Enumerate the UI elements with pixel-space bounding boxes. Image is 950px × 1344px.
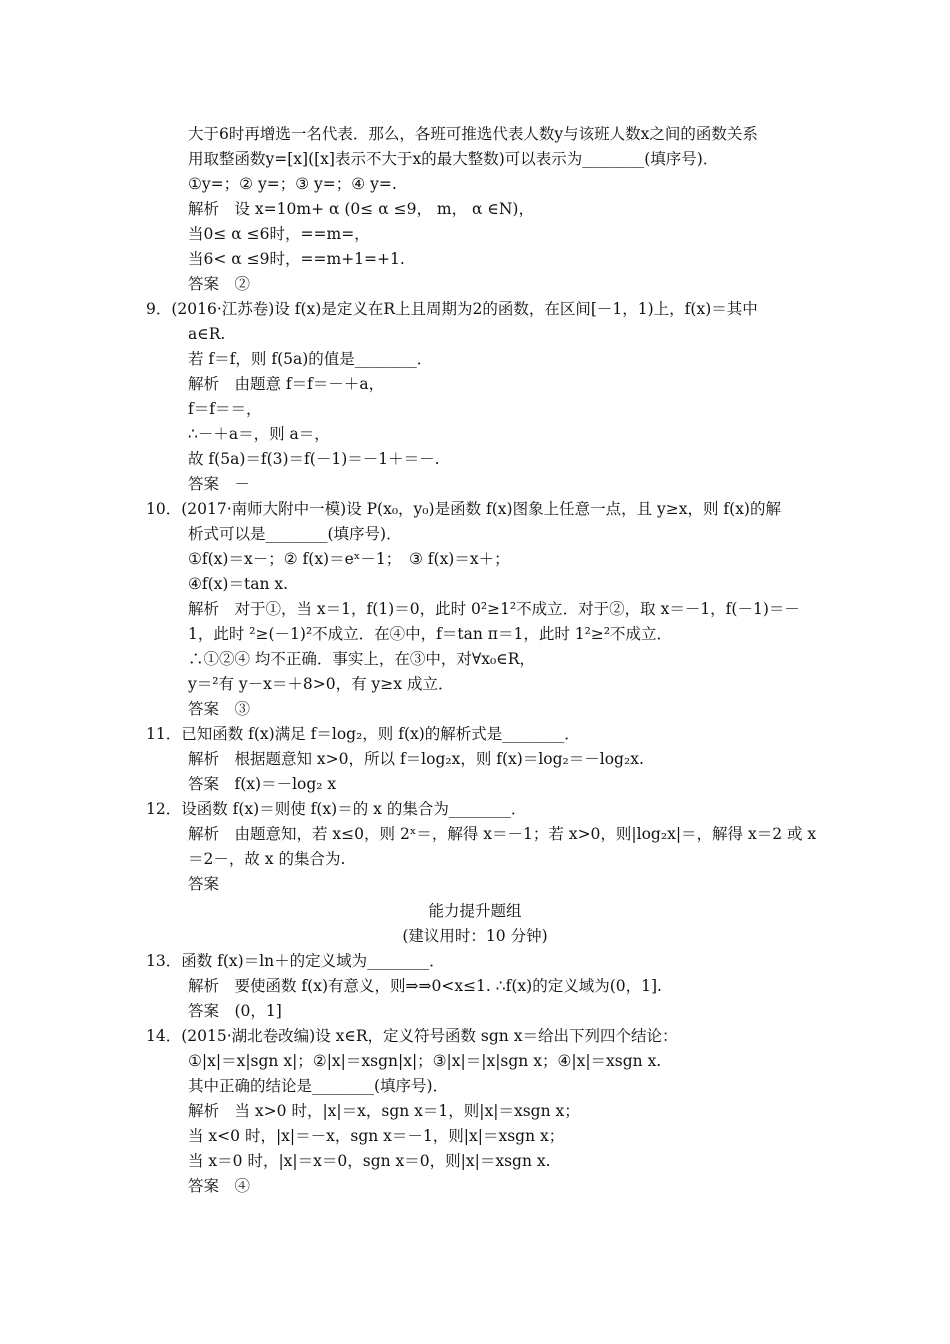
- text-line: 解析 由题意知，若 x≤0，则 2ˣ＝，解得 x＝－1；若 x>0，则|log₂x|＝，解得 x＝2 或 x: [188, 825, 817, 843]
- text-line: 用取整函数y=[x]([x]表示不大于x的最大整数)可以表示为________(填序号)．: [188, 150, 719, 168]
- text-line: 大于6时再增选一名代表．那么，各班可推选代表人数y与该班人数x之间的函数关系: [188, 125, 758, 143]
- problem-14: 14．(2015·湖北卷改编)设 x∈R，定义符号函数 sgn x＝给出下列四个结论：: [146, 1027, 678, 1045]
- answer-line: 答案 (0，1]: [188, 1002, 282, 1020]
- problem-13: 13．函数 f(x)＝ln＋的定义域为________．: [146, 952, 445, 970]
- answer-line: 答案 ④: [188, 1177, 251, 1195]
- text-line: ＝2－，故 x 的集合为.: [188, 850, 346, 868]
- problem-11: 11．已知函数 f(x)满足 f＝log₂，则 f(x)的解析式是________．: [146, 725, 580, 743]
- answer-line: 答案 ②: [188, 275, 251, 293]
- answer-line: 答案 ③: [188, 700, 251, 718]
- problem-9: 9．(2016·江苏卷)设 f(x)是定义在R上且周期为2的函数，在区间[－1，1)上，f(x)＝其中: [146, 300, 758, 318]
- text-line: ④f(x)＝tan x.: [188, 575, 289, 593]
- text-line: 1，此时 ²≥(－1)²不成立．在④中，f＝tan π＝1，此时 1²≥²不成立．: [188, 625, 673, 643]
- text-line: y＝²有 y－x＝＋8>0，有 y≥x 成立．: [188, 675, 454, 693]
- text-line: ∴－＋a＝，则 a＝，: [188, 425, 330, 443]
- text-line: f＝f＝＝，: [188, 400, 262, 418]
- text-line: 解析 对于①，当 x＝1，f(1)＝0，此时 0²≥1²不成立．对于②，取 x＝－1，f(－1)＝－: [188, 600, 800, 618]
- text-line: 当0≤ α ≤6时，==m=，: [188, 225, 370, 243]
- section-heading: 能力提升题组: [428, 902, 522, 920]
- text-line: 当 x＝0 时，|x|＝x＝0，sgn x＝0，则|x|＝xsgn x.: [188, 1152, 551, 1170]
- problem-12: 12．设函数 f(x)＝则使 f(x)＝的 x 的集合为________．: [146, 800, 527, 818]
- text-line: 若 f＝f，则 f(5a)的值是________．: [188, 350, 433, 368]
- text-line: 解析 根据题意知 x>0，所以 f＝log₂x，则 f(x)＝log₂＝－log₂x.: [188, 750, 644, 768]
- text-line: ∴①②④ 均不正确．事实上，在③中，对∀x₀∈R，: [188, 650, 535, 668]
- text-line: 其中正确的结论是________(填序号)．: [188, 1077, 449, 1095]
- text-line: 解析 要使函数 f(x)有意义，则⇒⇒0<x≤1. ∴f(x)的定义域为(0，1].: [188, 977, 662, 995]
- text-line: 解析 设 x=10m+ α (0≤ α ≤9， m， α ∈N)，: [188, 200, 534, 218]
- text-line: 解析 当 x>0 时，|x|＝x，sgn x＝1，则|x|＝xsgn x；: [188, 1102, 580, 1120]
- answer-line: 答案 f(x)＝－log₂ x: [188, 775, 337, 793]
- text-line: 解析 由题意 f＝f＝－＋a，: [188, 375, 385, 393]
- text-line: ①f(x)＝x－；② f(x)＝eˣ－1； ③ f(x)＝x＋；: [188, 550, 510, 568]
- text-line: 当6< α ≤9时，==m+1=+1.: [188, 250, 405, 268]
- text-line: 析式可以是________(填序号)．: [188, 525, 402, 543]
- answer-line: 答案: [188, 875, 220, 893]
- text-line: ①|x|＝x|sgn x|；②|x|＝xsgn|x|；③|x|＝|x|sgn x；④|x|＝xsgn x.: [188, 1052, 662, 1070]
- problem-10: 10．(2017·南师大附中一模)设 P(x₀，y₀)是函数 f(x)图象上任意一点，且 y≥x，则 f(x)的解: [146, 500, 781, 518]
- text-line: a∈R.: [188, 325, 226, 343]
- answer-line: 答案 －: [188, 475, 251, 493]
- section-subheading: (建议用时：10 分钟): [402, 927, 548, 945]
- text-line: 故 f(5a)＝f(3)＝f(－1)＝－1＋＝－.: [188, 450, 440, 468]
- text-line: ①y=；② y=；③ y=；④ y=.: [188, 175, 397, 193]
- text-line: 当 x<0 时，|x|＝－x，sgn x＝－1，则|x|＝xsgn x；: [188, 1127, 565, 1145]
